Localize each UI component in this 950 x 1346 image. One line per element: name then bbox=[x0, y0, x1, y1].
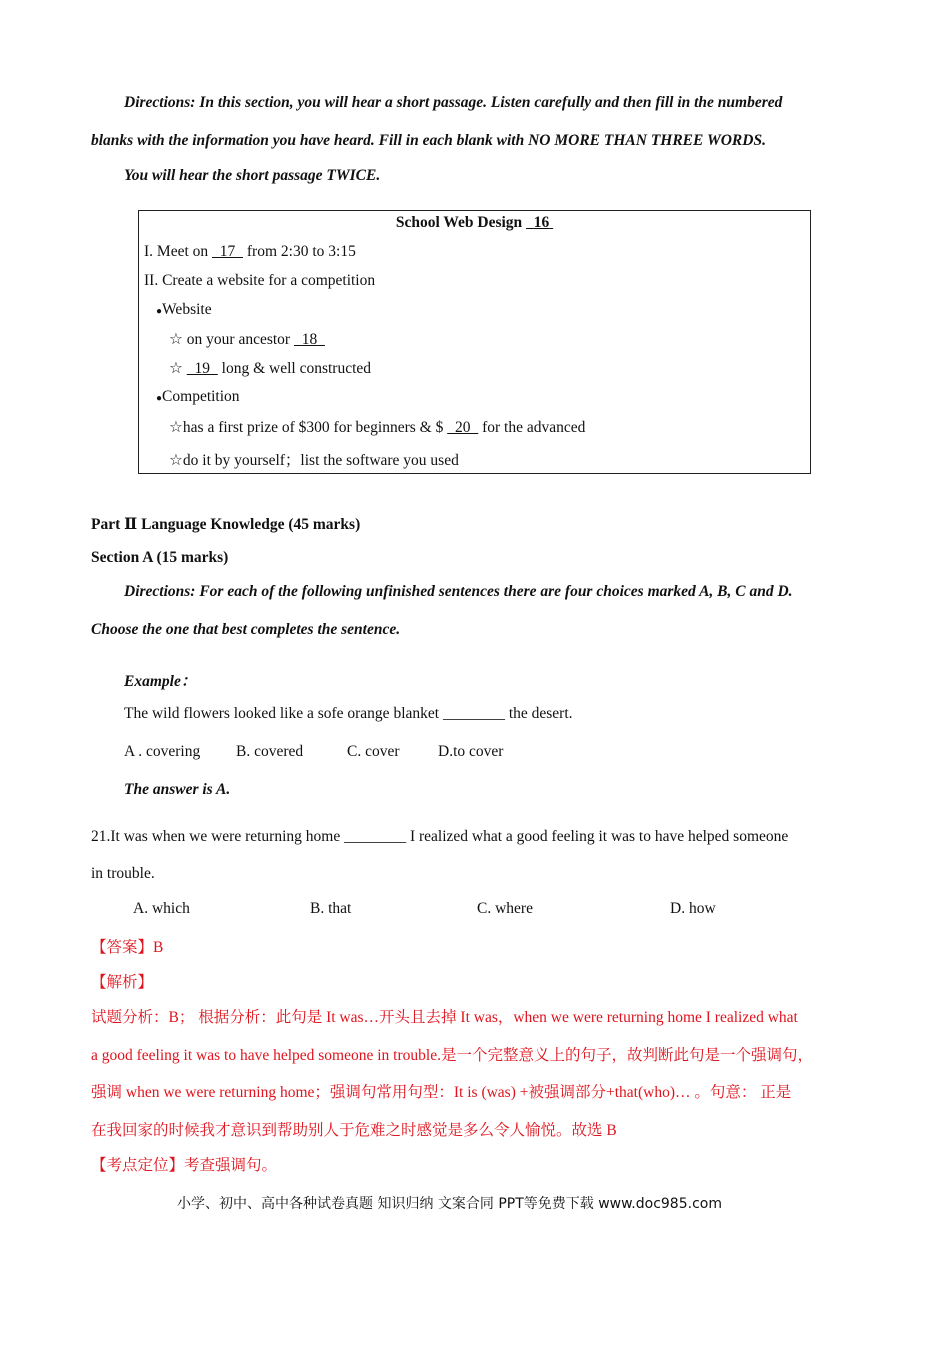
analysis-line3: 强调 when we were returning home；强调句常用句型：It is (was) +被强调部分+that(who)… 。句意： 正是 bbox=[91, 1084, 792, 1101]
analysis-label: 【解析】 bbox=[91, 974, 154, 991]
bullet-website-text: Website bbox=[162, 301, 212, 318]
example-label: Example： bbox=[124, 673, 197, 690]
section-a-heading: Section A (15 marks) bbox=[91, 549, 229, 566]
example-answer: The answer is A. bbox=[124, 781, 231, 798]
row5-prefix: has a first prize of $300 for beginners & $ bbox=[182, 419, 444, 436]
footer-text: 小学、初中、高中各种试卷真题 知识归纳 文案合同 PPT等免费下载 www.doc985.com bbox=[177, 1196, 722, 1212]
table-row-prize bbox=[169, 418, 585, 437]
row3-prefix: on your ancestor bbox=[186, 331, 291, 348]
star-icon: ☆ bbox=[169, 419, 183, 436]
blank-20 bbox=[447, 419, 478, 436]
analysis-line2: a good feeling it was to have helped someone in trouble.是一个完整意义上的句子，故判断此句是一个强调句， bbox=[91, 1047, 813, 1064]
question21-option-c: C. where bbox=[477, 900, 533, 917]
row4-suffix: long & well constructed bbox=[221, 360, 372, 377]
table-bullet-competition bbox=[156, 388, 240, 406]
row1-prefix: I. Meet on bbox=[144, 243, 209, 260]
listening-directions-line3: You will hear the short passage TWICE. bbox=[124, 167, 381, 184]
star-icon: ☆ bbox=[169, 360, 183, 377]
table-bullet-website bbox=[156, 301, 212, 319]
blank-17 bbox=[212, 243, 243, 260]
bullet-competition-text: Competition bbox=[162, 388, 240, 405]
example-option-b: B. covered bbox=[236, 743, 304, 760]
example-option-a: A . covering bbox=[124, 743, 201, 760]
table-row-create: II. Create a website for a competition bbox=[144, 272, 376, 289]
question21-option-d: D. how bbox=[670, 900, 716, 917]
blank-20-number: 20 bbox=[454, 419, 471, 436]
example-sentence: The wild flowers looked like a sofe orange blanket ________ the desert. bbox=[124, 705, 573, 722]
example-option-c: C. cover bbox=[347, 743, 400, 760]
table-row-long bbox=[169, 359, 371, 378]
row5-suffix: for the advanced bbox=[482, 419, 586, 436]
table-row-meet bbox=[144, 243, 356, 261]
table-title-text: School Web Design bbox=[395, 214, 523, 231]
table-title bbox=[139, 214, 810, 232]
blank-18 bbox=[294, 331, 325, 348]
blank-17-number: 17 bbox=[219, 243, 236, 260]
blank-18-number: 18 bbox=[301, 331, 318, 348]
part2-heading: Part Ⅱ Language Knowledge (45 marks) bbox=[91, 516, 361, 533]
question21-option-a: A. which bbox=[133, 900, 190, 917]
star-icon: ☆ bbox=[169, 452, 183, 469]
table-row-yourself bbox=[169, 448, 459, 470]
blank-filling-table bbox=[138, 210, 811, 474]
kaodian-label: 【考点定位】考查强调句。 bbox=[91, 1157, 278, 1174]
question21-option-b: B. that bbox=[310, 900, 352, 917]
answer-label: 【答案】B bbox=[91, 939, 164, 956]
part2-directions-line1: Directions: For each of the following unfinished sentences there are four choices marked A, B, C and D. bbox=[124, 583, 793, 600]
question21-line1: 21.It was when we were returning home ________ I realized what a good feeling it was to have helped someone bbox=[91, 828, 789, 845]
bullet-icon: ● bbox=[156, 393, 163, 404]
analysis-line4: 在我回家的时候我才意识到帮助别人于危难之时感觉是多么令人愉悦。故选 B bbox=[91, 1122, 617, 1139]
row1-suffix: from 2:30 to 3:15 bbox=[246, 243, 356, 260]
analysis-line1: 试题分析：B； 根据分析：此句是 It was…开头且去掉 It was，when we were returning home I realized what bbox=[91, 1009, 798, 1026]
row6-text: do it by yourself；list the software you used bbox=[182, 452, 459, 469]
bullet-icon: ● bbox=[156, 306, 163, 317]
question21-line2: in trouble. bbox=[91, 865, 155, 882]
table-row-ancestor bbox=[169, 330, 325, 349]
example-option-d: D.to cover bbox=[438, 743, 504, 760]
part2-directions-line2: Choose the one that best completes the sentence. bbox=[91, 621, 401, 638]
listening-directions-line2: blanks with the information you have heard. Fill in each blank with NO MORE THAN THREE WORDS. bbox=[91, 132, 766, 149]
blank-16 bbox=[526, 214, 553, 231]
blank-19-number: 19 bbox=[194, 360, 211, 377]
listening-directions-line1: Directions: In this section, you will hear a short passage. Listen carefully and then fill in the numbered bbox=[124, 94, 783, 111]
blank-19 bbox=[187, 360, 218, 377]
star-icon: ☆ bbox=[169, 331, 183, 348]
blank-16-number: 16 bbox=[533, 214, 550, 231]
